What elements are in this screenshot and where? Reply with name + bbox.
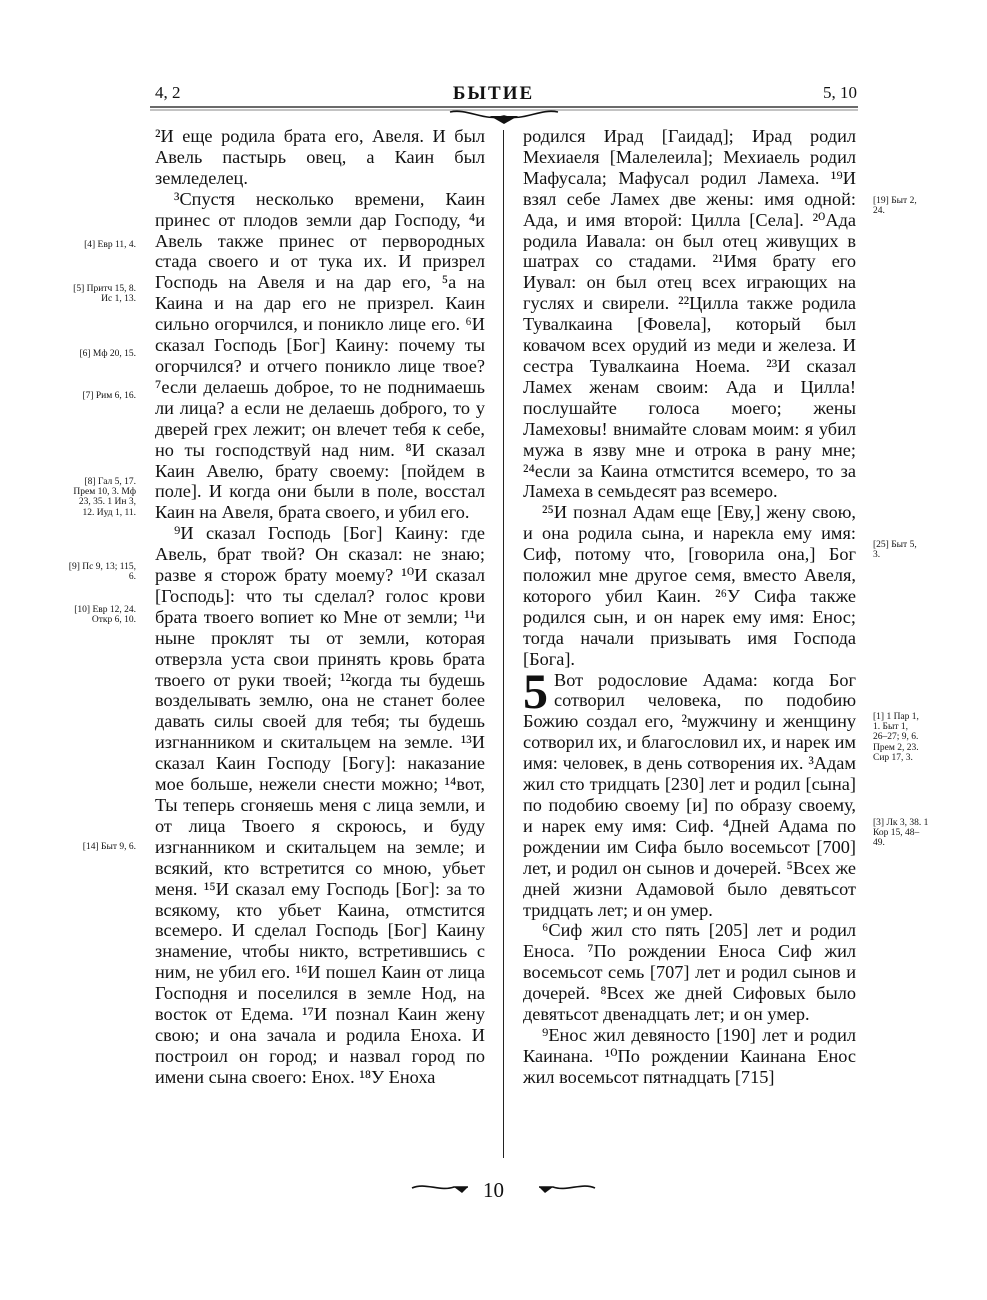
- paragraph: ⁹И сказал Господь [Бог] Каину: где Авель, брат твой? Он сказал: не знаю; разве я сторож брату моему? ¹⁰И сказал [Господь]: что ты сделал? голос крови брата твоего вопиет ко Мне от земли; ¹¹и ныне проклят ты от земли, которая отверзла уста свои принять кровь брата твоего от руки твоей; ¹²когда ты будешь возделывать землю, она не станет более давать силы своей для тебя; ты будешь изгнанником и скитальцем на земле. ¹³И сказал Каин Господу [Богу]: наказание мое больше, нежели снести можно; ¹⁴вот, Ты теперь сгоняешь меня с лица земли, и от лица Твоего я скроюсь, и буду изгнанником и скитальцем на земле; и всякий, кто встретится со мною, убьет меня. ¹⁵И сказал ему Господь [Бог]: за то всякому, кто убьет Каина, отмстится всемеро. И сделал Господь [Бог] Каину знамение, чтобы никто, встретившись с ним, не убил его. ¹⁶И пошел Каин от лица Господня и поселился в земле Нод, на восток от Едема. ¹⁷И познал Каин жену свою; и она зачала и родила Еноха. И построил он город; и назвал город по имени сына своего: Енох. ¹⁸У Еноха: [155, 523, 485, 1087]
- paragraph: ²И еще родила брата его, Авеля. И был Авель пастырь овец, а Каин был земледелец.: [155, 126, 485, 188]
- cross-reference: [9] Пс 9, 13; 115, 6.: [68, 562, 136, 583]
- margin-references-right: [873, 0, 953, 1300]
- paragraph: ³Спустя несколько времени, Каин принес от плодов земли дар Господу, ⁴и Авель также принес от первородных стада своего и от тука их. И призрел Господь на Авеля и на дар его, ⁵а на Каина и на дар его не призрел. Каин сильно огорчился, и поникло лице его. ⁶И сказал Господь [Бог] Каину: почему ты огорчился? и отчего поникло лице твое? ⁷если делаешь доброе, то не поднимаешь ли лица? а если не делаешь доброго, то у дверей грех лежит; он влечет тебя к себе, но ты господствуй над ним. ⁸И сказал Каин Авелю, брату своему: [пойдем в поле]. И когда они были в поле, восстал Каин на Авеля, брата своего, и убил его.: [155, 188, 485, 523]
- header-ornament: [150, 98, 858, 128]
- text-column-left: [155, 126, 485, 1088]
- paragraph: родился Ирад [Гаидад]; Ирад родил Мехиаеля [Малелеила]; Мехиаель родил Мафусала; Мафусал родил Ламеха. ¹⁹И взял себе Ламех две жены: имя одной: Ада, и имя второй: Цилла [Села]. ²⁰Ада родила Иавала: он был отец живущих в шатрах со стадами. ²¹Имя брату его Иувал: он был отец всех играющих на гуслях и свирели. ²²Цилла также родила Тувалкаина [Фовела], который был ковачом всех орудий из меди и железа. И сестра Тувалкаина Ноема. ²³И сказал Ламех женам своим: Ада и Цилла! послушайте голоса моего; жены Ламеховы! внимайте словам моим: я убил мужа в язву мне и отрока в рану мне; ²⁴если за Каина отмстится всемеро, то за Ламеха в семьдесят раз всемеро.: [523, 126, 856, 502]
- column-divider: [503, 130, 504, 1158]
- cross-reference: [5] Притч 15, 8. Ис 1, 13.: [73, 284, 136, 305]
- cross-reference: [3] Лк 3, 38. 1 Кор 15, 48–49.: [873, 818, 929, 849]
- cross-reference: [1] 1 Пар 1, 1. Быт 1, 26–27; 9, 6. Прем 2, 23. Сир 17, 3.: [873, 712, 919, 763]
- cross-reference: [19] Быт 2, 24.: [873, 196, 917, 217]
- running-head-right-ref: 5, 10: [823, 83, 857, 102]
- running-head-left-ref: 4, 2: [155, 83, 181, 102]
- cross-reference: [10] Евр 12, 24. Откр 6, 10.: [74, 605, 136, 626]
- chapter-text: Вот родословие Адама: когда Бог сотворил человека, по подобию Божию создал его, ²мужчину и женщину сотворил их, и благословил их, и нарек им имя: человек, в день сотворения их. ³Адам жил сто тридцать [230] лет и родил [сына] по подобию своему [и] по образу своему, и нарек ему имя: Сиф. ⁴Дней Адама по рождении им Сифа было восемьсот [700] лет, и родил он сынов и дочерей. ⁵Всех же дней жизни Адамовой было девятьсот тридцать лет; и он умер.: [523, 669, 856, 920]
- cross-reference: [7] Рим 6, 16.: [82, 391, 136, 401]
- margin-references-left: [60, 0, 136, 1300]
- cross-reference: [4] Евр 11, 4.: [84, 240, 136, 250]
- paragraph: ²⁵И познал Адам еще [Еву,] жену свою, и она родила сына, и нарекла ему имя: Сиф, потому что, [говорила она,] Бог положил мне другое семя, вместо Авеля, которого убил Каин. ²⁶У Сифа также родился сын, и он нарек ему имя: Енос; тогда начали призывать имя Господа [Бога].: [523, 502, 856, 669]
- text-column-right: [523, 126, 856, 1088]
- cross-reference: [8] Гал 5, 17. Прем 10, 3. Мф 23, 35. 1 Ин 3, 12. Иуд 1, 11.: [73, 477, 136, 518]
- cross-reference: [6] Мф 20, 15.: [79, 349, 136, 359]
- cross-reference: [25] Быт 5, 3.: [873, 540, 917, 561]
- chapter-number: 5: [523, 662, 548, 719]
- page-number: 10: [483, 1178, 504, 1202]
- cross-reference: [14] Быт 9, 6.: [82, 842, 136, 852]
- chapter-start-paragraph: [523, 662, 856, 921]
- footer-ornament-right: [535, 1178, 597, 1198]
- paragraph: ⁹Енос жил девяносто [190] лет и родил Каинана. ¹⁰По рождении Каинана Енос жил восемьсот пятнадцать [715]: [523, 1024, 856, 1087]
- book-title: БЫТИЕ: [452, 83, 535, 104]
- paragraph: ⁶Сиф жил сто пять [205] лет и родил Еноса. ⁷По рождении Еноса Сиф жил восемьсот семь [707] лет и родил сынов и дочерей. ⁸Всех же дней Сифовых было девятьсот двенадцать лет; и он умер.: [523, 920, 856, 1025]
